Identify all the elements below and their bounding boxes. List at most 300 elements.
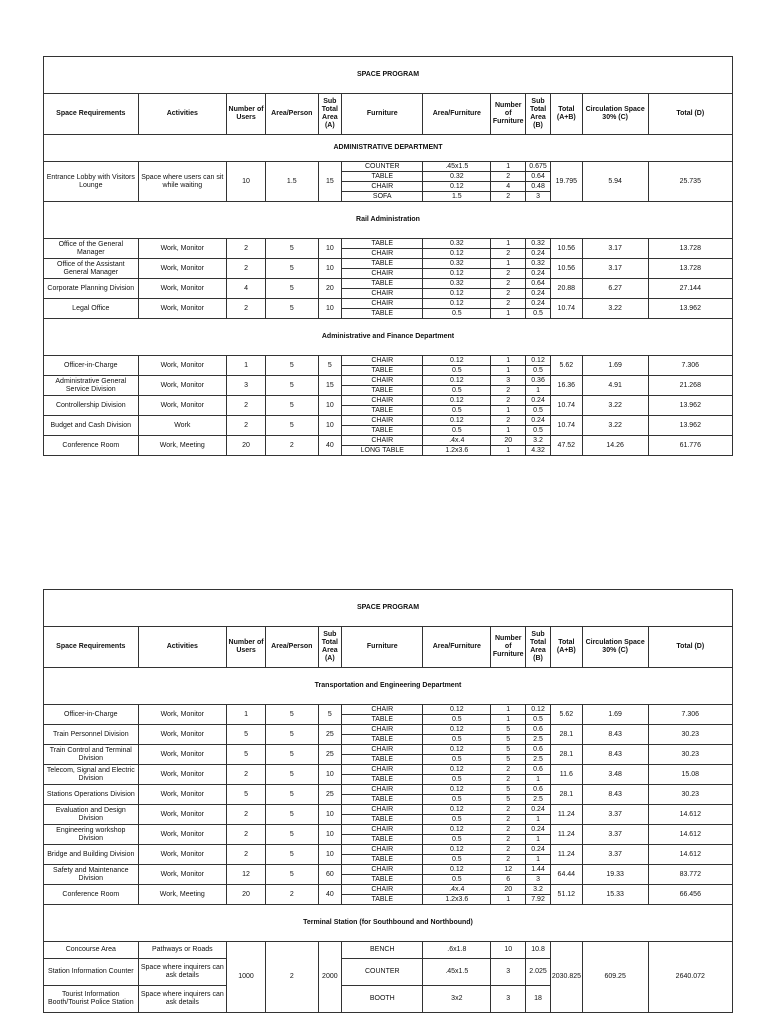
- space-requirement: Entrance Lobby with Visitors Lounge: [44, 162, 139, 202]
- area-per-person: 5: [266, 239, 318, 259]
- furniture-name: TABLE: [342, 366, 423, 376]
- furniture-name: TABLE: [342, 309, 423, 319]
- number-of-users: 1000: [227, 942, 266, 1013]
- number-of-furniture: 2: [491, 835, 526, 845]
- number-of-furniture: 2: [491, 815, 526, 825]
- number-of-furniture: 2: [491, 416, 526, 426]
- area-per-furniture: 0.12: [423, 356, 491, 366]
- sub-total-area-a: 25: [318, 745, 342, 765]
- number-of-users: 2: [227, 259, 266, 279]
- sub-total-area-a: 10: [318, 259, 342, 279]
- circulation-space: 5.94: [582, 162, 648, 202]
- number-of-users: 5: [227, 745, 266, 765]
- number-of-furniture: 2: [491, 249, 526, 259]
- column-header-subA: Sub Total Area (A): [318, 94, 342, 135]
- area-per-person: 5: [266, 376, 318, 396]
- number-of-furniture: 2: [491, 825, 526, 835]
- sub-total-area-b: 0.24: [526, 269, 551, 279]
- column-header-furniture: Furniture: [342, 627, 423, 668]
- circulation-space: 609.25: [582, 942, 648, 1013]
- total-d: 15.08: [648, 765, 732, 785]
- number-of-users: 20: [227, 885, 266, 905]
- number-of-furniture: 2: [491, 855, 526, 865]
- sub-total-area-a: 10: [318, 825, 342, 845]
- circulation-space: 3.17: [582, 259, 648, 279]
- number-of-furniture: 10: [491, 942, 526, 959]
- area-per-person: 2: [266, 885, 318, 905]
- section-title: Rail Administration: [44, 202, 733, 239]
- column-header-subB: Sub Total Area (B): [526, 627, 551, 668]
- sub-total-area-a: 10: [318, 396, 342, 416]
- sub-total-area-b: 1.44: [526, 865, 551, 875]
- furniture-name: TABLE: [342, 775, 423, 785]
- table-row: [44, 239, 733, 249]
- table-row: [44, 396, 733, 406]
- section-header-row: [44, 135, 733, 162]
- space-requirement: Stations Operations Division: [44, 785, 139, 805]
- furniture-name: COUNTER: [342, 162, 423, 172]
- sub-total-area-b: 2.5: [526, 795, 551, 805]
- sub-total-area-a: 15: [318, 162, 342, 202]
- sub-total-area-b: 0.5: [526, 309, 551, 319]
- furniture-name: TABLE: [342, 279, 423, 289]
- table-row: [44, 376, 733, 386]
- number-of-furniture: 2: [491, 765, 526, 775]
- furniture-name: TABLE: [342, 426, 423, 436]
- area-per-furniture: 0.12: [423, 396, 491, 406]
- area-per-furniture: 3x2: [423, 986, 491, 1013]
- total-d: 21.268: [648, 376, 732, 396]
- area-per-person: 5: [266, 356, 318, 376]
- total-a-plus-b: 28.1: [550, 785, 582, 805]
- column-header-users: Number of Users: [227, 627, 266, 668]
- furniture-name: TABLE: [342, 715, 423, 725]
- number-of-users: 2: [227, 299, 266, 319]
- total-d: 30.23: [648, 745, 732, 765]
- number-of-users: 2: [227, 845, 266, 865]
- furniture-name: CHAIR: [342, 745, 423, 755]
- circulation-space: 3.48: [582, 765, 648, 785]
- sub-total-area-b: 2.5: [526, 735, 551, 745]
- area-per-furniture: 0.5: [423, 309, 491, 319]
- furniture-name: TABLE: [342, 735, 423, 745]
- space-requirement: Corporate Planning Division: [44, 279, 139, 299]
- space-requirement: Officer-in-Charge: [44, 705, 139, 725]
- number-of-users: 2: [227, 805, 266, 825]
- number-of-furniture: 2: [491, 845, 526, 855]
- activity: Space where users can sit while waiting: [138, 162, 226, 202]
- area-per-furniture: 0.12: [423, 269, 491, 279]
- activity: Work, Monitor: [138, 356, 226, 376]
- furniture-name: CHAIR: [342, 436, 423, 446]
- sub-total-area-b: 7.92: [526, 895, 551, 905]
- number-of-users: 5: [227, 785, 266, 805]
- number-of-furniture: 1: [491, 895, 526, 905]
- total-a-plus-b: 64.44: [550, 865, 582, 885]
- column-header-total_d: Total (D): [648, 94, 732, 135]
- space-requirement: Office of the Assistant General Manager: [44, 259, 139, 279]
- total-a-plus-b: 16.36: [550, 376, 582, 396]
- area-per-furniture: 0.12: [423, 805, 491, 815]
- space-requirement: Controllership Division: [44, 396, 139, 416]
- space-program-table-1: [43, 56, 733, 456]
- number-of-users: 4: [227, 279, 266, 299]
- number-of-furniture: 3: [491, 986, 526, 1013]
- activity: Work: [138, 416, 226, 436]
- area-per-person: 5: [266, 865, 318, 885]
- total-d: 13.962: [648, 396, 732, 416]
- space-program-table-2: [43, 589, 733, 1013]
- space-requirement: Concourse Area: [44, 942, 139, 959]
- sub-total-area-a: 5: [318, 356, 342, 376]
- number-of-users: 2: [227, 825, 266, 845]
- activity: Work, Monitor: [138, 259, 226, 279]
- furniture-name: CHAIR: [342, 885, 423, 895]
- space-requirement: Tourist Information Booth/Tourist Police Station: [44, 986, 139, 1013]
- section-header-row: [44, 668, 733, 705]
- activity: Work, Monitor: [138, 745, 226, 765]
- area-per-furniture: 0.12: [423, 785, 491, 795]
- number-of-furniture: 1: [491, 259, 526, 269]
- sub-total-area-b: 0.24: [526, 289, 551, 299]
- activity: Work, Monitor: [138, 805, 226, 825]
- area-per-furniture: 0.5: [423, 795, 491, 805]
- number-of-users: 2: [227, 765, 266, 785]
- sub-total-area-b: 10.8: [526, 942, 551, 959]
- furniture-name: COUNTER: [342, 959, 423, 986]
- sub-total-area-b: 0.24: [526, 396, 551, 406]
- circulation-space: 1.69: [582, 356, 648, 376]
- table-row: [44, 885, 733, 895]
- furniture-name: CHAIR: [342, 289, 423, 299]
- table-row: [44, 942, 733, 959]
- table-title: SPACE PROGRAM: [44, 57, 733, 94]
- number-of-furniture: 2: [491, 299, 526, 309]
- area-per-person: 2: [266, 436, 318, 456]
- furniture-name: CHAIR: [342, 356, 423, 366]
- total-d: 83.772: [648, 865, 732, 885]
- furniture-name: TABLE: [342, 259, 423, 269]
- total-a-plus-b: 5.62: [550, 356, 582, 376]
- sub-total-area-b: 3.2: [526, 885, 551, 895]
- total-a-plus-b: 28.1: [550, 745, 582, 765]
- sub-total-area-b: 0.12: [526, 705, 551, 715]
- area-per-furniture: 0.12: [423, 745, 491, 755]
- number-of-furniture: 2: [491, 279, 526, 289]
- number-of-furniture: 20: [491, 436, 526, 446]
- activity: Work, Monitor: [138, 725, 226, 745]
- area-per-furniture: 0.5: [423, 815, 491, 825]
- column-header-total_ab: Total (A+B): [550, 627, 582, 668]
- table-row: [44, 705, 733, 715]
- furniture-name: CHAIR: [342, 785, 423, 795]
- total-d: 13.962: [648, 299, 732, 319]
- sub-total-area-b: 1: [526, 386, 551, 396]
- area-per-furniture: 0.5: [423, 755, 491, 765]
- number-of-furniture: 5: [491, 795, 526, 805]
- area-per-furniture: .6x1.8: [423, 942, 491, 959]
- area-per-furniture: .4x.4: [423, 436, 491, 446]
- area-per-furniture: 0.5: [423, 875, 491, 885]
- sub-total-area-b: 0.24: [526, 805, 551, 815]
- table-row: [44, 845, 733, 855]
- column-header-users: Number of Users: [227, 94, 266, 135]
- furniture-name: TABLE: [342, 835, 423, 845]
- table-title: SPACE PROGRAM: [44, 590, 733, 627]
- area-per-person: 5: [266, 805, 318, 825]
- circulation-space: 3.37: [582, 805, 648, 825]
- number-of-furniture: 5: [491, 755, 526, 765]
- total-a-plus-b: 28.1: [550, 725, 582, 745]
- sub-total-area-b: 0.64: [526, 172, 551, 182]
- sub-total-area-b: 0.64: [526, 279, 551, 289]
- number-of-furniture: 2: [491, 805, 526, 815]
- furniture-name: CHAIR: [342, 299, 423, 309]
- total-a-plus-b: 10.56: [550, 259, 582, 279]
- furniture-name: CHAIR: [342, 825, 423, 835]
- furniture-name: TABLE: [342, 239, 423, 249]
- number-of-furniture: 2: [491, 192, 526, 202]
- space-requirement: Train Control and Terminal Division: [44, 745, 139, 765]
- furniture-name: BENCH: [342, 942, 423, 959]
- sub-total-area-b: 0.675: [526, 162, 551, 172]
- sub-total-area-b: 3: [526, 192, 551, 202]
- space-requirement: Bridge and Building Division: [44, 845, 139, 865]
- furniture-name: TABLE: [342, 855, 423, 865]
- sub-total-area-b: 3.2: [526, 436, 551, 446]
- sub-total-area-a: 20: [318, 279, 342, 299]
- area-per-furniture: 0.32: [423, 239, 491, 249]
- area-per-person: 5: [266, 299, 318, 319]
- sub-total-area-b: 0.36: [526, 376, 551, 386]
- activity: Work, Monitor: [138, 279, 226, 299]
- activity: Work, Monitor: [138, 705, 226, 725]
- activity: Work, Monitor: [138, 765, 226, 785]
- activity: Work, Monitor: [138, 376, 226, 396]
- space-requirement: Train Personnel Division: [44, 725, 139, 745]
- circulation-space: 19.33: [582, 865, 648, 885]
- section-title: Administrative and Finance Department: [44, 319, 733, 356]
- area-per-furniture: 0.5: [423, 366, 491, 376]
- sub-total-area-a: 40: [318, 885, 342, 905]
- space-requirement: Legal Office: [44, 299, 139, 319]
- space-requirement: Engineering workshop Division: [44, 825, 139, 845]
- activity: Work, Monitor: [138, 865, 226, 885]
- total-d: 25.735: [648, 162, 732, 202]
- activity: Work, Monitor: [138, 825, 226, 845]
- area-per-furniture: 0.5: [423, 835, 491, 845]
- sub-total-area-b: 18: [526, 986, 551, 1013]
- area-per-furniture: 0.5: [423, 715, 491, 725]
- furniture-name: CHAIR: [342, 269, 423, 279]
- furniture-name: CHAIR: [342, 845, 423, 855]
- sub-total-area-a: 25: [318, 785, 342, 805]
- area-per-furniture: 1.5: [423, 192, 491, 202]
- furniture-name: CHAIR: [342, 182, 423, 192]
- total-a-plus-b: 10.74: [550, 416, 582, 436]
- furniture-name: SOFA: [342, 192, 423, 202]
- number-of-furniture: 5: [491, 745, 526, 755]
- total-a-plus-b: 11.24: [550, 805, 582, 825]
- column-header-total_d: Total (D): [648, 627, 732, 668]
- activity: Work, Monitor: [138, 845, 226, 865]
- furniture-name: TABLE: [342, 386, 423, 396]
- sub-total-area-b: 0.32: [526, 239, 551, 249]
- total-d: 13.962: [648, 416, 732, 436]
- sub-total-area-b: 2.5: [526, 755, 551, 765]
- number-of-furniture: 5: [491, 725, 526, 735]
- total-d: 13.728: [648, 239, 732, 259]
- space-requirement: Conference Room: [44, 885, 139, 905]
- number-of-furniture: 3: [491, 376, 526, 386]
- total-a-plus-b: 10.74: [550, 299, 582, 319]
- total-d: 7.306: [648, 356, 732, 376]
- total-a-plus-b: 11.24: [550, 845, 582, 865]
- area-per-furniture: 0.12: [423, 865, 491, 875]
- total-d: 14.612: [648, 825, 732, 845]
- total-d: 2640.072: [648, 942, 732, 1013]
- number-of-furniture: 5: [491, 735, 526, 745]
- title-row: [44, 57, 733, 94]
- total-d: 14.612: [648, 845, 732, 865]
- number-of-furniture: 2: [491, 775, 526, 785]
- circulation-space: 3.37: [582, 825, 648, 845]
- total-a-plus-b: 51.12: [550, 885, 582, 905]
- sub-total-area-b: 0.24: [526, 845, 551, 855]
- sub-total-area-a: 10: [318, 416, 342, 436]
- total-d: 30.23: [648, 785, 732, 805]
- area-per-furniture: .4x.4: [423, 885, 491, 895]
- column-header-total_ab: Total (A+B): [550, 94, 582, 135]
- activity: Work, Monitor: [138, 239, 226, 259]
- furniture-name: CHAIR: [342, 705, 423, 715]
- table-row: [44, 259, 733, 269]
- total-d: 7.306: [648, 705, 732, 725]
- area-per-furniture: 0.12: [423, 845, 491, 855]
- number-of-users: 2: [227, 239, 266, 259]
- sub-total-area-b: 3: [526, 875, 551, 885]
- furniture-name: TABLE: [342, 755, 423, 765]
- total-a-plus-b: 10.56: [550, 239, 582, 259]
- table-row: [44, 162, 733, 172]
- area-per-furniture: 0.12: [423, 705, 491, 715]
- total-a-plus-b: 10.74: [550, 396, 582, 416]
- circulation-space: 3.22: [582, 299, 648, 319]
- furniture-name: CHAIR: [342, 249, 423, 259]
- circulation-space: 3.22: [582, 396, 648, 416]
- area-per-furniture: 0.5: [423, 775, 491, 785]
- area-per-person: 2: [266, 942, 318, 1013]
- activity: Work, Monitor: [138, 299, 226, 319]
- space-requirement: Safety and Maintenance Division: [44, 865, 139, 885]
- table-row: [44, 785, 733, 795]
- circulation-space: 8.43: [582, 725, 648, 745]
- number-of-users: 1: [227, 356, 266, 376]
- furniture-name: TABLE: [342, 815, 423, 825]
- space-requirement: Officer-in-Charge: [44, 356, 139, 376]
- sub-total-area-a: 15: [318, 376, 342, 396]
- section-header-row: [44, 202, 733, 239]
- furniture-name: LONG TABLE: [342, 446, 423, 456]
- number-of-furniture: 1: [491, 446, 526, 456]
- number-of-furniture: 1: [491, 239, 526, 249]
- number-of-furniture: 6: [491, 875, 526, 885]
- activity: Work, Meeting: [138, 436, 226, 456]
- area-per-person: 5: [266, 279, 318, 299]
- area-per-furniture: 0.5: [423, 855, 491, 865]
- area-per-furniture: .45x1.5: [423, 162, 491, 172]
- number-of-users: 12: [227, 865, 266, 885]
- section-header-row: [44, 905, 733, 942]
- area-per-furniture: 0.5: [423, 426, 491, 436]
- number-of-furniture: 5: [491, 785, 526, 795]
- sub-total-area-b: 0.24: [526, 416, 551, 426]
- area-per-furniture: 0.12: [423, 765, 491, 775]
- activity: Space where inquirers can ask details: [138, 986, 226, 1013]
- number-of-furniture: 1: [491, 162, 526, 172]
- area-per-furniture: 0.12: [423, 725, 491, 735]
- sub-total-area-b: 0.5: [526, 426, 551, 436]
- column-header-num_furn: Number of Furniture: [491, 627, 526, 668]
- total-a-plus-b: 20.88: [550, 279, 582, 299]
- sub-total-area-a: 5: [318, 705, 342, 725]
- total-d: 66.456: [648, 885, 732, 905]
- circulation-space: 3.22: [582, 416, 648, 436]
- area-per-person: 5: [266, 765, 318, 785]
- column-header-subB: Sub Total Area (B): [526, 94, 551, 135]
- sub-total-area-b: 0.12: [526, 356, 551, 366]
- number-of-users: 1: [227, 705, 266, 725]
- sub-total-area-b: 0.6: [526, 785, 551, 795]
- area-per-person: 5: [266, 725, 318, 745]
- activity: Work, Monitor: [138, 785, 226, 805]
- number-of-furniture: 2: [491, 396, 526, 406]
- activity: Pathways or Roads: [138, 942, 226, 959]
- sub-total-area-b: 0.5: [526, 406, 551, 416]
- number-of-furniture: 1: [491, 366, 526, 376]
- area-per-person: 5: [266, 416, 318, 436]
- space-requirement: Administrative General Service Division: [44, 376, 139, 396]
- header-row: [44, 627, 733, 668]
- space-requirement: Conference Room: [44, 436, 139, 456]
- circulation-space: 8.43: [582, 785, 648, 805]
- area-per-furniture: 0.12: [423, 299, 491, 309]
- furniture-name: CHAIR: [342, 376, 423, 386]
- area-per-furniture: 1.2x3.6: [423, 895, 491, 905]
- sub-total-area-b: 1: [526, 775, 551, 785]
- table-row: [44, 436, 733, 446]
- furniture-name: TABLE: [342, 895, 423, 905]
- sub-total-area-a: 40: [318, 436, 342, 456]
- furniture-name: TABLE: [342, 406, 423, 416]
- number-of-furniture: 2: [491, 172, 526, 182]
- activity: Work, Meeting: [138, 885, 226, 905]
- table-row: [44, 825, 733, 835]
- sub-total-area-a: 10: [318, 239, 342, 259]
- area-per-furniture: 0.5: [423, 735, 491, 745]
- sub-total-area-b: 1: [526, 835, 551, 845]
- number-of-furniture: 1: [491, 406, 526, 416]
- area-per-furniture: 0.32: [423, 259, 491, 269]
- circulation-space: 8.43: [582, 745, 648, 765]
- furniture-name: CHAIR: [342, 725, 423, 735]
- number-of-users: 3: [227, 376, 266, 396]
- number-of-furniture: 2: [491, 289, 526, 299]
- number-of-furniture: 2: [491, 386, 526, 396]
- total-d: 61.776: [648, 436, 732, 456]
- table-row: [44, 765, 733, 775]
- column-header-circ: Circulation Space 30% (C): [582, 627, 648, 668]
